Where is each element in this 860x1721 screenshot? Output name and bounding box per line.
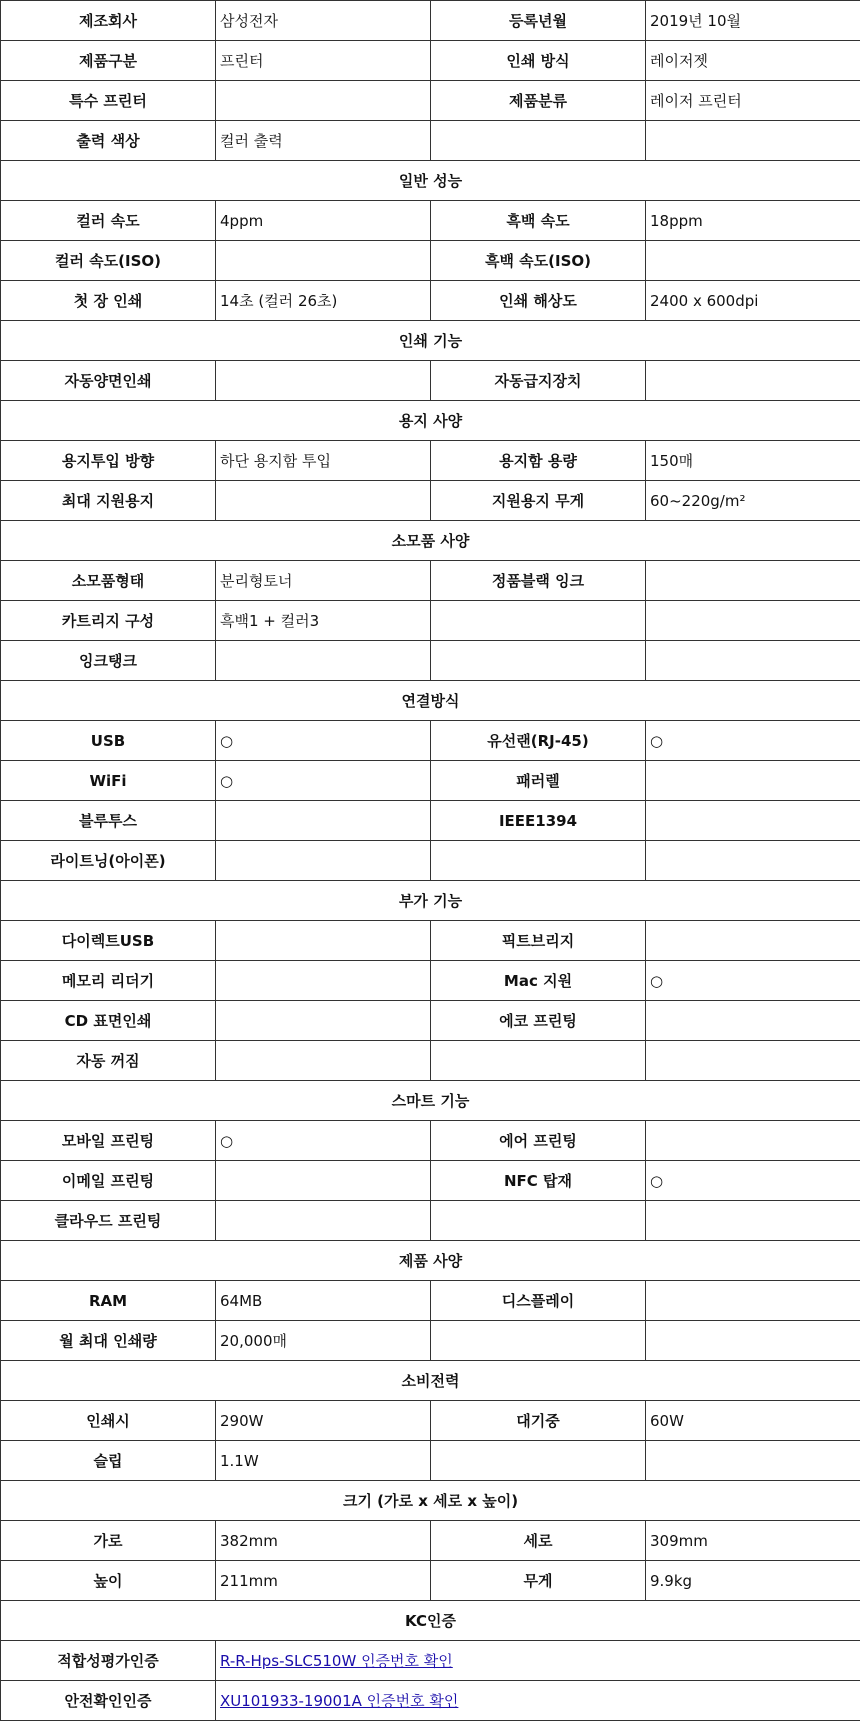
spec-value (216, 961, 431, 1001)
spec-label: 디스플레이 (431, 1281, 646, 1321)
spec-row (1, 641, 860, 681)
spec-value: 382mm (216, 1521, 431, 1561)
spec-value (646, 121, 860, 161)
spec-label: 자동 꺼짐 (1, 1041, 216, 1081)
spec-label: 세로 (431, 1521, 646, 1561)
section-header-row (1, 881, 860, 921)
spec-label: 클라우드 프린팅 (1, 1201, 216, 1241)
spec-label: 다이렉트USB (1, 921, 216, 961)
certification-value (216, 1681, 860, 1721)
spec-value: ○ (646, 961, 860, 1001)
spec-label: 인쇄 방식 (431, 41, 646, 81)
spec-label: CD 표면인쇄 (1, 1001, 216, 1041)
spec-label: RAM (1, 1281, 216, 1321)
section-title: 인쇄 기능 (1, 321, 860, 361)
spec-label: 안전확인인증 (1, 1681, 216, 1721)
spec-label: 용지함 용량 (431, 441, 646, 481)
spec-value: 14초 (컬러 26초) (216, 281, 431, 321)
spec-value: 하단 용지함 투입 (216, 441, 431, 481)
spec-value (216, 921, 431, 961)
spec-label: 인쇄시 (1, 1401, 216, 1441)
spec-label: 픽트브리지 (431, 921, 646, 961)
spec-value (216, 641, 431, 681)
spec-row (1, 1321, 860, 1361)
spec-row (1, 961, 860, 1001)
spec-label: 무게 (431, 1561, 646, 1601)
section-header-row (1, 521, 860, 561)
spec-row (1, 41, 860, 81)
spec-label: 에코 프린팅 (431, 1001, 646, 1041)
spec-value (646, 801, 860, 841)
spec-label: WiFi (1, 761, 216, 801)
spec-value (646, 1041, 860, 1081)
section-header-row (1, 1361, 860, 1401)
spec-value (216, 241, 431, 281)
spec-value (216, 481, 431, 521)
spec-label: 제조회사 (1, 1, 216, 41)
spec-label (431, 641, 646, 681)
spec-value: 9.9kg (646, 1561, 860, 1601)
spec-label: 흑백 속도(ISO) (431, 241, 646, 281)
section-header-row (1, 681, 860, 721)
section-title: 용지 사양 (1, 401, 860, 441)
spec-row (1, 361, 860, 401)
spec-value: 20,000매 (216, 1321, 431, 1361)
spec-table-body (1, 1, 860, 1721)
certification-link[interactable]: XU101933-19001A 인증번호 확인 (220, 1692, 458, 1710)
spec-value: 4ppm (216, 201, 431, 241)
spec-value: ○ (646, 721, 860, 761)
spec-row (1, 81, 860, 121)
spec-label: 대기중 (431, 1401, 646, 1441)
section-header-row (1, 1481, 860, 1521)
spec-label: 가로 (1, 1521, 216, 1561)
spec-label: 최대 지원용지 (1, 481, 216, 521)
spec-value: 18ppm (646, 201, 860, 241)
spec-value (216, 1161, 431, 1201)
spec-value (646, 361, 860, 401)
spec-label: 컬러 속도 (1, 201, 216, 241)
spec-value: 60W (646, 1401, 860, 1441)
spec-row (1, 1281, 860, 1321)
spec-value: 삼성전자 (216, 1, 431, 41)
spec-value: 컬러 출력 (216, 121, 431, 161)
spec-label (431, 1041, 646, 1081)
spec-value (646, 761, 860, 801)
spec-row (1, 561, 860, 601)
spec-row (1, 1, 860, 41)
spec-label: USB (1, 721, 216, 761)
section-title: 부가 기능 (1, 881, 860, 921)
spec-value (216, 361, 431, 401)
spec-row (1, 601, 860, 641)
spec-label: 블루투스 (1, 801, 216, 841)
section-header-row (1, 1241, 860, 1281)
spec-value: 레이저 프린터 (646, 81, 860, 121)
spec-value: ○ (216, 721, 431, 761)
section-header-row (1, 401, 860, 441)
spec-row (1, 121, 860, 161)
spec-value: 60~220g/m² (646, 481, 860, 521)
spec-row (1, 241, 860, 281)
spec-label: NFC 탑재 (431, 1161, 646, 1201)
spec-label: 소모품형태 (1, 561, 216, 601)
spec-label (431, 1321, 646, 1361)
spec-row (1, 441, 860, 481)
spec-label: 적합성평가인증 (1, 1641, 216, 1681)
spec-row (1, 921, 860, 961)
spec-label: 메모리 리더기 (1, 961, 216, 1001)
section-header-row (1, 1081, 860, 1121)
spec-label (431, 1441, 646, 1481)
spec-label: 이메일 프린팅 (1, 1161, 216, 1201)
spec-label: 슬립 (1, 1441, 216, 1481)
section-header-row (1, 161, 860, 201)
spec-label: 등록년월 (431, 1, 646, 41)
spec-value: 290W (216, 1401, 431, 1441)
spec-label: 잉크탱크 (1, 641, 216, 681)
spec-value: ○ (216, 761, 431, 801)
spec-label: 라이트닝(아이폰) (1, 841, 216, 881)
spec-value (216, 1201, 431, 1241)
section-title: 연결방식 (1, 681, 860, 721)
spec-label: 정품블랙 잉크 (431, 561, 646, 601)
certification-row (1, 1641, 860, 1681)
section-title: 일반 성능 (1, 161, 860, 201)
spec-row (1, 1401, 860, 1441)
spec-label: 제품구분 (1, 41, 216, 81)
spec-label: 인쇄 해상도 (431, 281, 646, 321)
spec-value (646, 1321, 860, 1361)
section-title: 소모품 사양 (1, 521, 860, 561)
spec-value: 흑백1 + 컬러3 (216, 601, 431, 641)
spec-row (1, 1521, 860, 1561)
spec-row (1, 1041, 860, 1081)
spec-value (216, 1041, 431, 1081)
spec-value (216, 81, 431, 121)
spec-value (216, 841, 431, 881)
spec-row (1, 761, 860, 801)
spec-label: 유선랜(RJ-45) (431, 721, 646, 761)
spec-value: ○ (216, 1121, 431, 1161)
spec-value: 309mm (646, 1521, 860, 1561)
section-header-row (1, 1601, 860, 1641)
spec-label: 자동급지장치 (431, 361, 646, 401)
section-title: 스마트 기능 (1, 1081, 860, 1121)
spec-row (1, 1201, 860, 1241)
certification-link[interactable]: R-R-Hps-SLC510W 인증번호 확인 (220, 1652, 453, 1670)
spec-label: 월 최대 인쇄량 (1, 1321, 216, 1361)
spec-value (646, 561, 860, 601)
spec-label (431, 121, 646, 161)
spec-value (216, 801, 431, 841)
spec-value: 2400 x 600dpi (646, 281, 860, 321)
section-title: 소비전력 (1, 1361, 860, 1401)
spec-label: 특수 프린터 (1, 81, 216, 121)
spec-row (1, 841, 860, 881)
spec-value: 2019년 10월 (646, 1, 860, 41)
spec-value: 분리형토너 (216, 561, 431, 601)
spec-value (646, 641, 860, 681)
spec-label: 흑백 속도 (431, 201, 646, 241)
spec-value (216, 1001, 431, 1041)
spec-value: 레이저젯 (646, 41, 860, 81)
section-title: 크기 (가로 x 세로 x 높이) (1, 1481, 860, 1521)
spec-label: 모바일 프린팅 (1, 1121, 216, 1161)
spec-label: 높이 (1, 1561, 216, 1601)
spec-value: 64MB (216, 1281, 431, 1321)
spec-row (1, 1561, 860, 1601)
spec-value (646, 1121, 860, 1161)
spec-label: 용지투입 방향 (1, 441, 216, 481)
spec-value (646, 921, 860, 961)
spec-row (1, 281, 860, 321)
spec-row (1, 801, 860, 841)
spec-label: 지원용지 무게 (431, 481, 646, 521)
spec-row (1, 1161, 860, 1201)
spec-row (1, 1121, 860, 1161)
spec-label: 컬러 속도(ISO) (1, 241, 216, 281)
spec-value: 프린터 (216, 41, 431, 81)
certification-value (216, 1641, 860, 1681)
spec-value (646, 601, 860, 641)
spec-label: 에어 프린팅 (431, 1121, 646, 1161)
spec-value (646, 241, 860, 281)
spec-label: Mac 지원 (431, 961, 646, 1001)
spec-row (1, 1441, 860, 1481)
spec-value (646, 1441, 860, 1481)
spec-row (1, 721, 860, 761)
spec-value (646, 1281, 860, 1321)
spec-label: 출력 색상 (1, 121, 216, 161)
section-title: KC인증 (1, 1601, 860, 1641)
spec-label (431, 601, 646, 641)
spec-value: 211mm (216, 1561, 431, 1601)
spec-row (1, 1001, 860, 1041)
section-header-row (1, 321, 860, 361)
spec-value (646, 1001, 860, 1041)
section-title: 제품 사양 (1, 1241, 860, 1281)
spec-label: IEEE1394 (431, 801, 646, 841)
spec-value: 1.1W (216, 1441, 431, 1481)
spec-label: 카트리지 구성 (1, 601, 216, 641)
certification-row (1, 1681, 860, 1721)
spec-label (431, 841, 646, 881)
spec-row (1, 481, 860, 521)
spec-label: 자동양면인쇄 (1, 361, 216, 401)
spec-value: ○ (646, 1161, 860, 1201)
spec-value (646, 841, 860, 881)
spec-value: 150매 (646, 441, 860, 481)
spec-row (1, 201, 860, 241)
spec-label: 패러렐 (431, 761, 646, 801)
spec-label (431, 1201, 646, 1241)
spec-label: 제품분류 (431, 81, 646, 121)
spec-value (646, 1201, 860, 1241)
spec-label: 첫 장 인쇄 (1, 281, 216, 321)
